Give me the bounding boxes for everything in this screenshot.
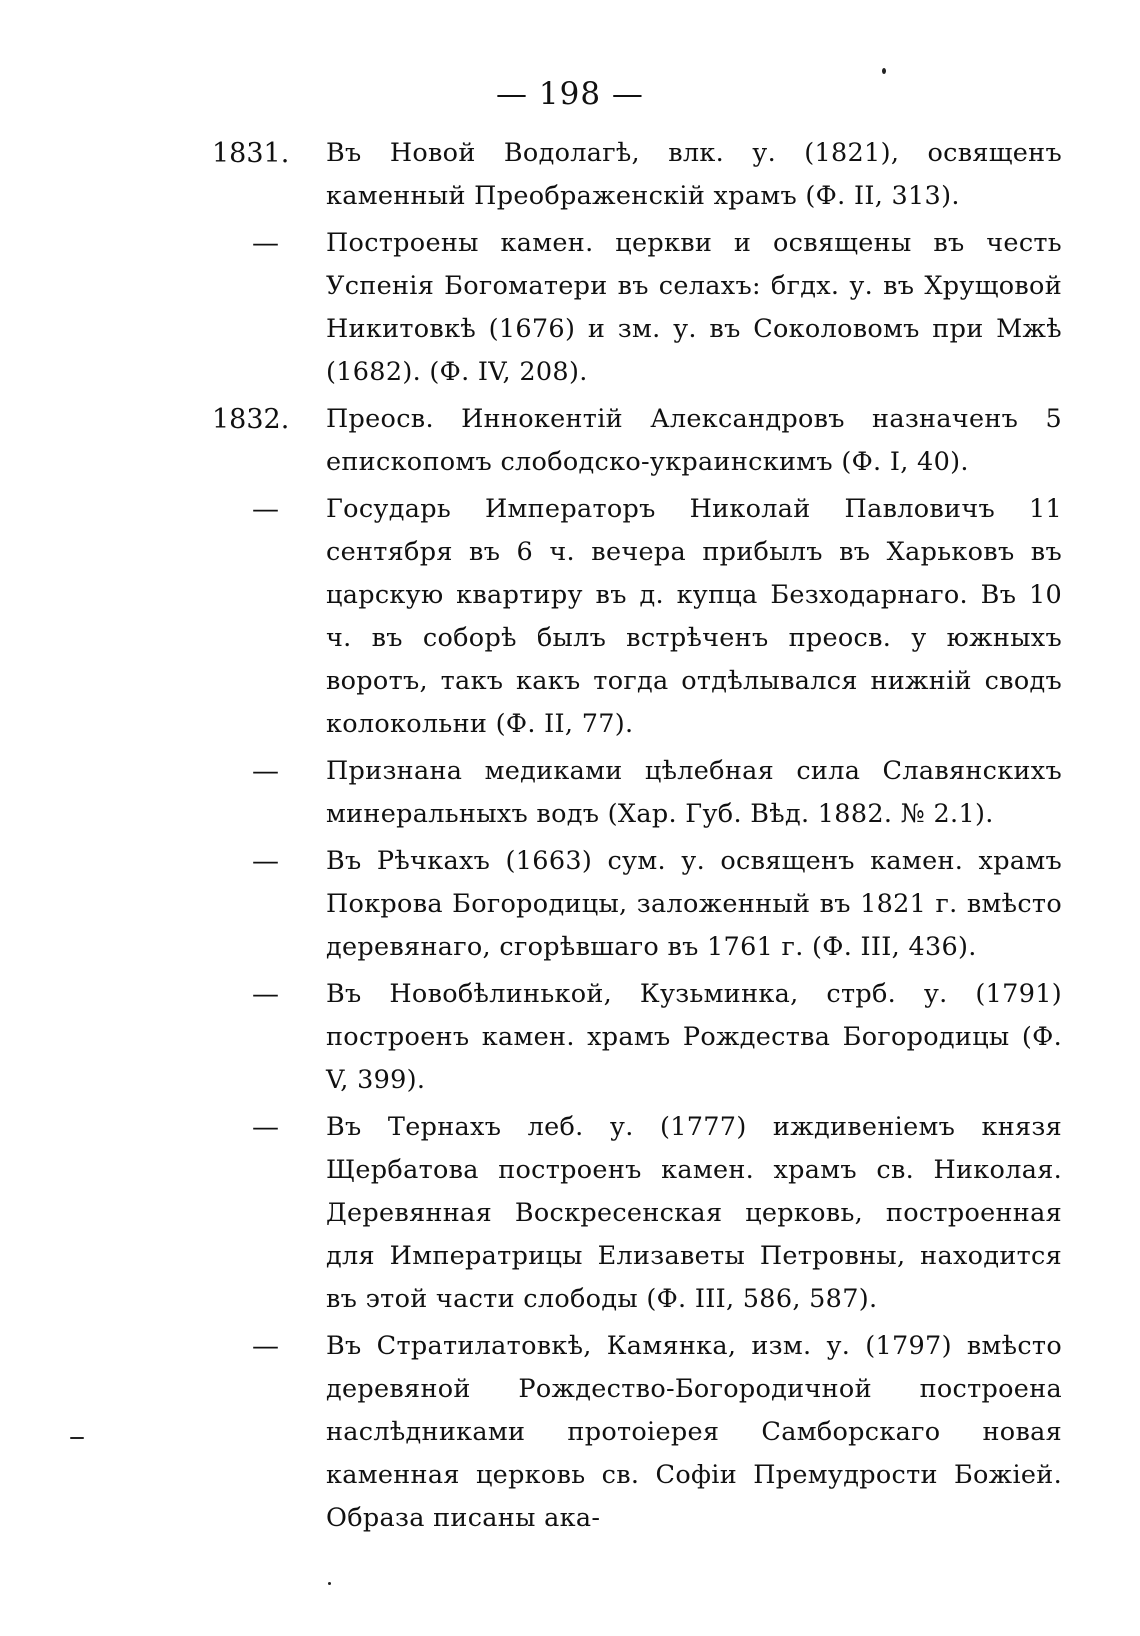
entry-text: Въ Рѣчкахъ (1663) сум. у. освященъ камен. храмъ Покрова Богородицы, заложенный въ 1821 г. вмѣсто деревянаго, сгорѣвшаго въ 1761 г. (Ф. III, 436). — [326, 846, 1062, 962]
entry — [212, 1325, 1062, 1540]
entry-text: Государь Императоръ Николай Павловичъ 11 сентября въ 6 ч. вечера прибылъ въ Харьковъ въ царскую квартиру въ д. купца Безходарнаго. Въ 10 ч. въ соборѣ былъ встрѣченъ преосв. у южныхъ воротъ, такъ какъ тогда отдѣлывался нижній сводъ колокольни (Ф. II, 77). — [326, 494, 1062, 739]
entry-text: Построены камен. церкви и освящены въ честь Успенія Богоматери въ селахъ: бгдх. у. въ Хрущовой Никитовкѣ (1676) и зм. у. въ Соколовомъ при Мжѣ (1682). (Ф. IV, 208). — [326, 228, 1062, 387]
entry-dash: — — [252, 1112, 279, 1143]
page-number: — 198 — — [496, 76, 644, 112]
scan-speck — [882, 68, 886, 74]
entry-dash: — — [252, 1331, 279, 1362]
entry-text: Признана медиками цѣлебная сила Славянскихъ минеральныхъ водъ (Хар. Губ. Вѣд. 1882. № 2.1). — [326, 756, 1062, 829]
entry — [212, 398, 1062, 484]
entry-text: Въ Тернахъ леб. у. (1777) иждивеніемъ князя Щербатова построенъ камен. храмъ св. Николая. Деревянная Воскресенская церковь, построенная для Императрицы Елизаветы Петровны, находится въ этой части слободы (Ф. III, 586, 587). — [326, 1112, 1062, 1314]
scan-speck — [328, 1582, 331, 1585]
entry-text: Въ Стратилатовкѣ, Камянка, изм. у. (1797) вмѣсто деревяной Рождество-Богородичной построена наслѣдниками протоіерея Самборскаго новая каменная церковь св. Софіи Премудрости Божіей. Образа писаны ака- — [326, 1331, 1062, 1533]
entry-text: Преосв. Иннокентій Александровъ назначенъ 5 епископомъ слободско-украинскимъ (Ф. I, 40). — [326, 404, 1062, 477]
scan-speck — [70, 1437, 84, 1439]
entry — [212, 132, 1062, 218]
entry-dash: — — [252, 756, 279, 787]
entry-dash: — — [252, 979, 279, 1010]
entry — [212, 1106, 1062, 1321]
entry-dash: — — [252, 494, 279, 525]
entry-year: 1831. — [212, 138, 290, 169]
chronicle-entries — [212, 132, 1062, 1544]
entry-text: Въ Новобѣлинькой, Кузьминка, стрб. у. (1791) построенъ камен. храмъ Рождества Богородицы (Ф. V, 399). — [326, 979, 1062, 1095]
entry — [212, 222, 1062, 394]
entry-dash: — — [252, 228, 279, 259]
entry-text: Въ Новой Водолагѣ, влк. у. (1821), освященъ каменный Преображенскій храмъ (Ф. II, 313). — [326, 138, 1062, 211]
entry — [212, 840, 1062, 969]
entry — [212, 973, 1062, 1102]
entry-dash: — — [252, 846, 279, 877]
entry — [212, 488, 1062, 746]
entry — [212, 750, 1062, 836]
entry-year: 1832. — [212, 404, 290, 435]
